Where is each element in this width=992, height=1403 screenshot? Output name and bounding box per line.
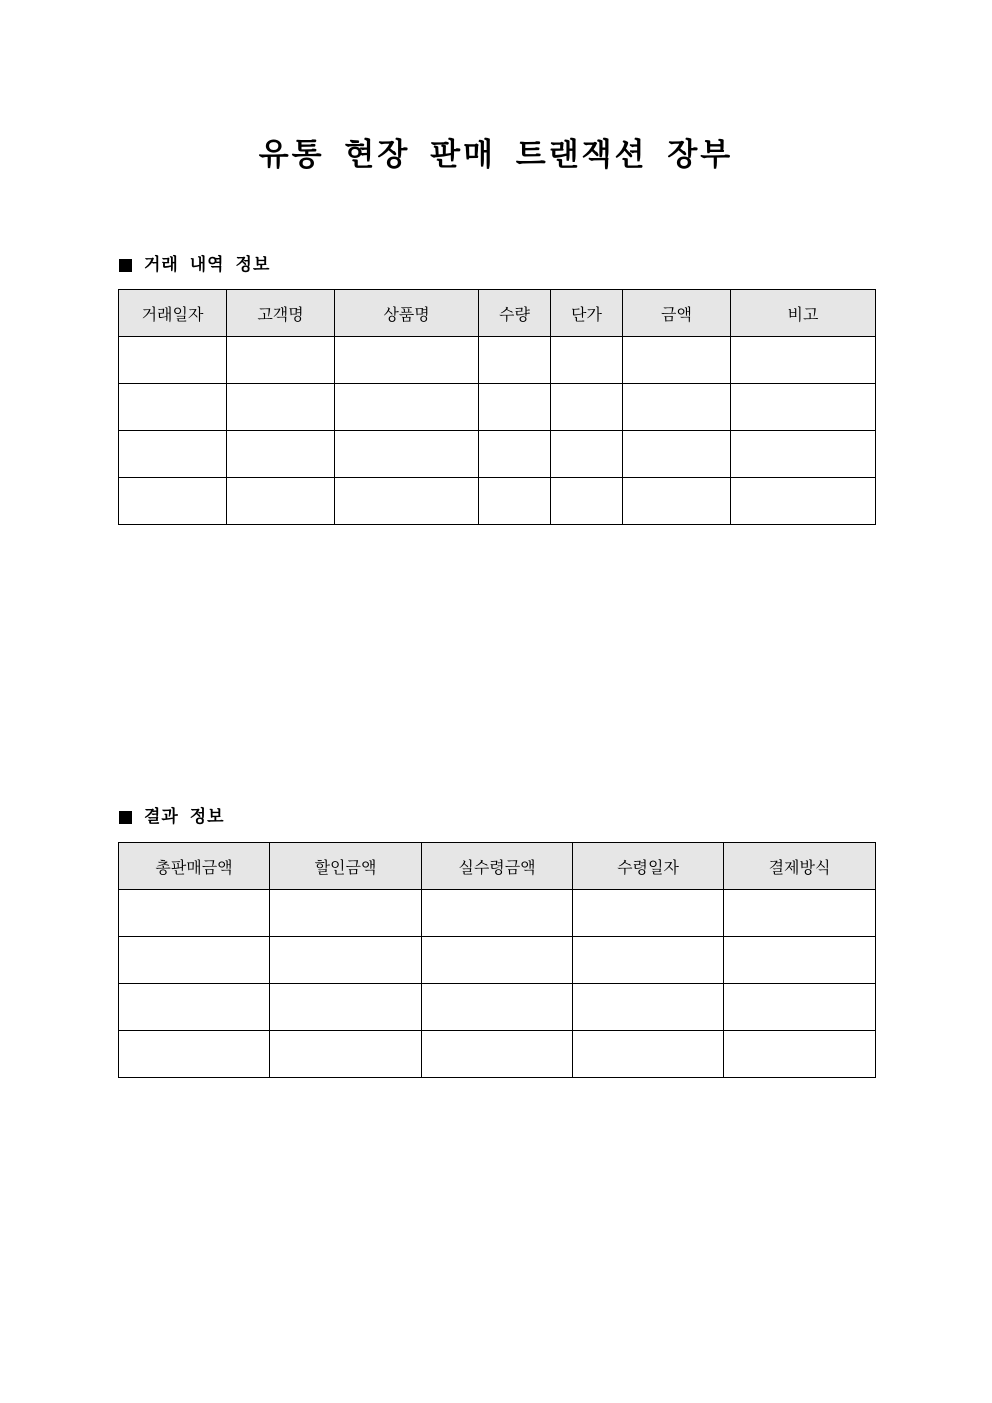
table-cell[interactable]: [573, 890, 724, 937]
table-cell[interactable]: [573, 937, 724, 984]
table-row: [119, 384, 876, 431]
table-cell[interactable]: [479, 337, 551, 384]
table-cell[interactable]: [731, 431, 876, 478]
table-cell[interactable]: [724, 937, 876, 984]
transactions-heading-label: 거래 내역 정보: [144, 255, 271, 275]
table-cell[interactable]: [270, 984, 422, 1031]
table-cell[interactable]: [335, 478, 479, 525]
column-header-product: 상품명: [335, 290, 479, 337]
table-cell[interactable]: [119, 1031, 270, 1078]
table-cell[interactable]: [573, 1031, 724, 1078]
table-cell[interactable]: [119, 984, 270, 1031]
column-header-customer: 고객명: [227, 290, 335, 337]
table-cell[interactable]: [731, 384, 876, 431]
transactions-section-heading: [119, 253, 270, 277]
table-cell[interactable]: [119, 384, 227, 431]
table-cell[interactable]: [119, 890, 270, 937]
transactions-header-row: [119, 290, 876, 337]
table-cell[interactable]: [731, 478, 876, 525]
table-cell[interactable]: [422, 937, 573, 984]
table-row: [119, 890, 876, 937]
table-cell[interactable]: [623, 337, 731, 384]
table-cell[interactable]: [551, 431, 623, 478]
column-header-discount: 할인금액: [270, 843, 422, 890]
document-title: 유통 현장 판매 트랜잭션 장부: [258, 137, 734, 173]
table-cell[interactable]: [119, 937, 270, 984]
table-cell[interactable]: [335, 384, 479, 431]
table-row: [119, 937, 876, 984]
column-header-payment-method: 결제방식: [724, 843, 876, 890]
table-cell[interactable]: [119, 478, 227, 525]
table-cell[interactable]: [573, 984, 724, 1031]
table-cell[interactable]: [724, 984, 876, 1031]
table-cell[interactable]: [227, 384, 335, 431]
table-cell[interactable]: [119, 337, 227, 384]
table-cell[interactable]: [479, 431, 551, 478]
table-cell[interactable]: [623, 478, 731, 525]
table-cell[interactable]: [551, 478, 623, 525]
table-cell[interactable]: [623, 384, 731, 431]
table-cell[interactable]: [479, 478, 551, 525]
table-row: [119, 478, 876, 525]
table-cell[interactable]: [119, 431, 227, 478]
column-header-quantity: 수량: [479, 290, 551, 337]
transactions-table: [118, 289, 876, 525]
square-bullet-icon: [119, 811, 132, 824]
table-cell[interactable]: [623, 431, 731, 478]
table-cell[interactable]: [227, 431, 335, 478]
table-row: [119, 431, 876, 478]
results-section-heading: [119, 805, 225, 829]
table-row: [119, 337, 876, 384]
column-header-amount: 금액: [623, 290, 731, 337]
table-cell[interactable]: [422, 1031, 573, 1078]
table-cell[interactable]: [335, 337, 479, 384]
square-bullet-icon: [119, 259, 132, 272]
table-cell[interactable]: [724, 890, 876, 937]
table-row: [119, 1031, 876, 1078]
results-header-row: [119, 843, 876, 890]
table-cell[interactable]: [270, 1031, 422, 1078]
table-cell[interactable]: [551, 384, 623, 431]
results-heading-label: 결과 정보: [144, 807, 225, 827]
column-header-received-date: 수령일자: [573, 843, 724, 890]
table-cell[interactable]: [422, 890, 573, 937]
column-header-net-received: 실수령금액: [422, 843, 573, 890]
table-cell[interactable]: [335, 431, 479, 478]
table-cell[interactable]: [422, 984, 573, 1031]
table-cell[interactable]: [479, 384, 551, 431]
column-header-remarks: 비고: [731, 290, 876, 337]
column-header-unit-price: 단가: [551, 290, 623, 337]
column-header-total-sales: 총판매금액: [119, 843, 270, 890]
table-cell[interactable]: [227, 478, 335, 525]
column-header-date: 거래일자: [119, 290, 227, 337]
table-cell[interactable]: [270, 890, 422, 937]
table-row: [119, 984, 876, 1031]
table-cell[interactable]: [731, 337, 876, 384]
table-cell[interactable]: [551, 337, 623, 384]
results-table: [118, 842, 876, 1078]
table-cell[interactable]: [227, 337, 335, 384]
table-cell[interactable]: [270, 937, 422, 984]
table-cell[interactable]: [724, 1031, 876, 1078]
